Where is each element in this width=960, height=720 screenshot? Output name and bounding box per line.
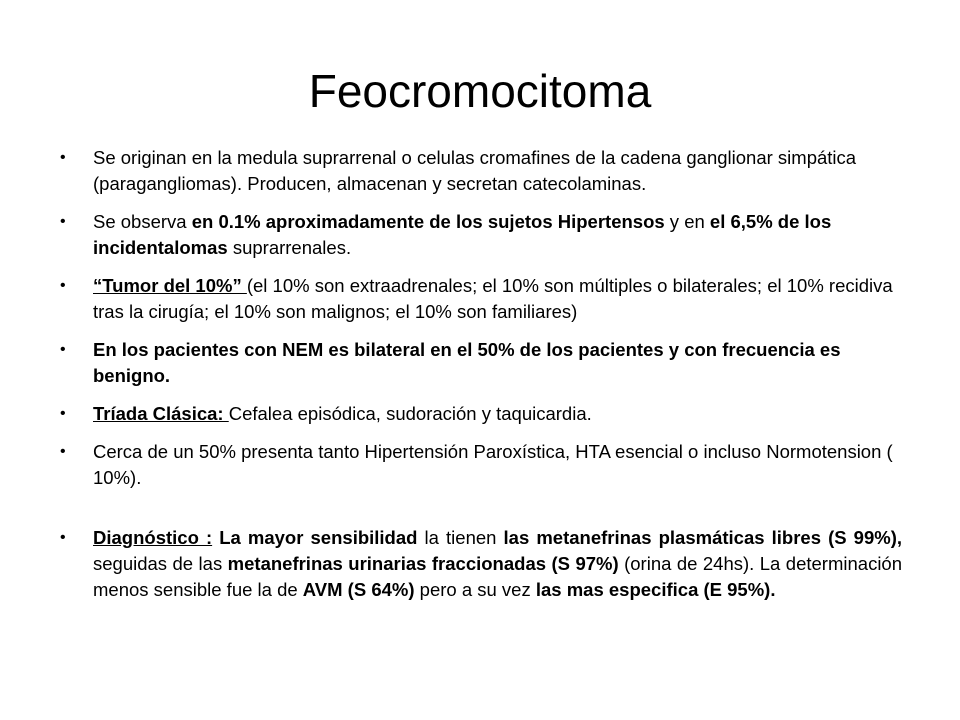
bullet-dot-icon: • [60,529,66,546]
bullet-text-segment: Se originan en la medula suprarrenal o celulas cromafines de la cadena ganglionar simpática (paragangliomas). Producen, almacenan y secretan catecolaminas. [93,147,857,194]
bullet-text-segment: (orina de 24hs). La determinación menos sensible fue la de [93,553,903,600]
bullet-dot-icon: • [60,443,66,460]
bullet-dot-icon: • [60,149,66,166]
bullet-dot-icon: • [60,277,66,294]
bullet-text-segment: Se observa [93,211,192,232]
bullet-text-segment: las metanefrinas plasmáticas libres (S 99%), [503,527,902,548]
bullet-text-segment: seguidas de las [93,553,228,574]
bullet-text-segment: Tríada Clásica: [93,403,229,424]
bullet-text-segment: En los pacientes con NEM es bilateral en el 50% de los pacientes y con frecuencia es benigno. [93,339,841,386]
bullet-text-segment: La mayor sensibilidad [219,527,418,548]
bullet-item [0,401,960,427]
bullet-dot-icon: • [60,405,66,422]
bullet-text-segment: las mas especifica (E 95%). [535,579,776,600]
bullet-item [0,525,960,603]
bullet-text-segment: AVM (S 64%) [302,579,415,600]
bullet-text-segment: el 6,5% de los incidentalomas [93,211,832,258]
bullet-text-segment: Diagnóstico : [93,527,213,548]
bullet-text-segment: y en [664,211,710,232]
bullet-text-segment: suprarrenales. [227,237,352,258]
bullet-text-segment: Cefalea episódica, sudoración y taquicardia. [228,403,592,424]
bullet-item [0,439,960,491]
bullet-text-segment: en 0.1% aproximadamente de los sujetos Hipertensos [191,211,665,232]
bullet-item [0,273,960,325]
bullet-item [0,337,960,389]
bullet-dot-icon: • [60,213,66,230]
bullet-text-segment: pero a su vez [414,579,536,600]
bullet-text-segment: la tienen [417,527,504,548]
bullet-text-segment: “Tumor del 10%” [93,275,247,296]
bullet-text-segment: (el 10% son extraadrenales; el 10% son múltiples o bilaterales; el 10% recidiva tras la cirugía; el 10% son malignos; el 10% son familiares) [93,275,893,322]
bullet-list [0,145,960,615]
bullet-item [0,209,960,261]
bullet-dot-icon: • [60,341,66,358]
bullet-text-segment: metanefrinas urinarias fraccionadas (S 97%) [227,553,619,574]
bullet-item [0,145,960,197]
bullet-text-segment: Cerca de un 50% presenta tanto Hipertensión Paroxística, HTA esencial o incluso Normotension ( 10%). [93,441,893,488]
slide-title: Feocromocitoma [308,65,652,117]
